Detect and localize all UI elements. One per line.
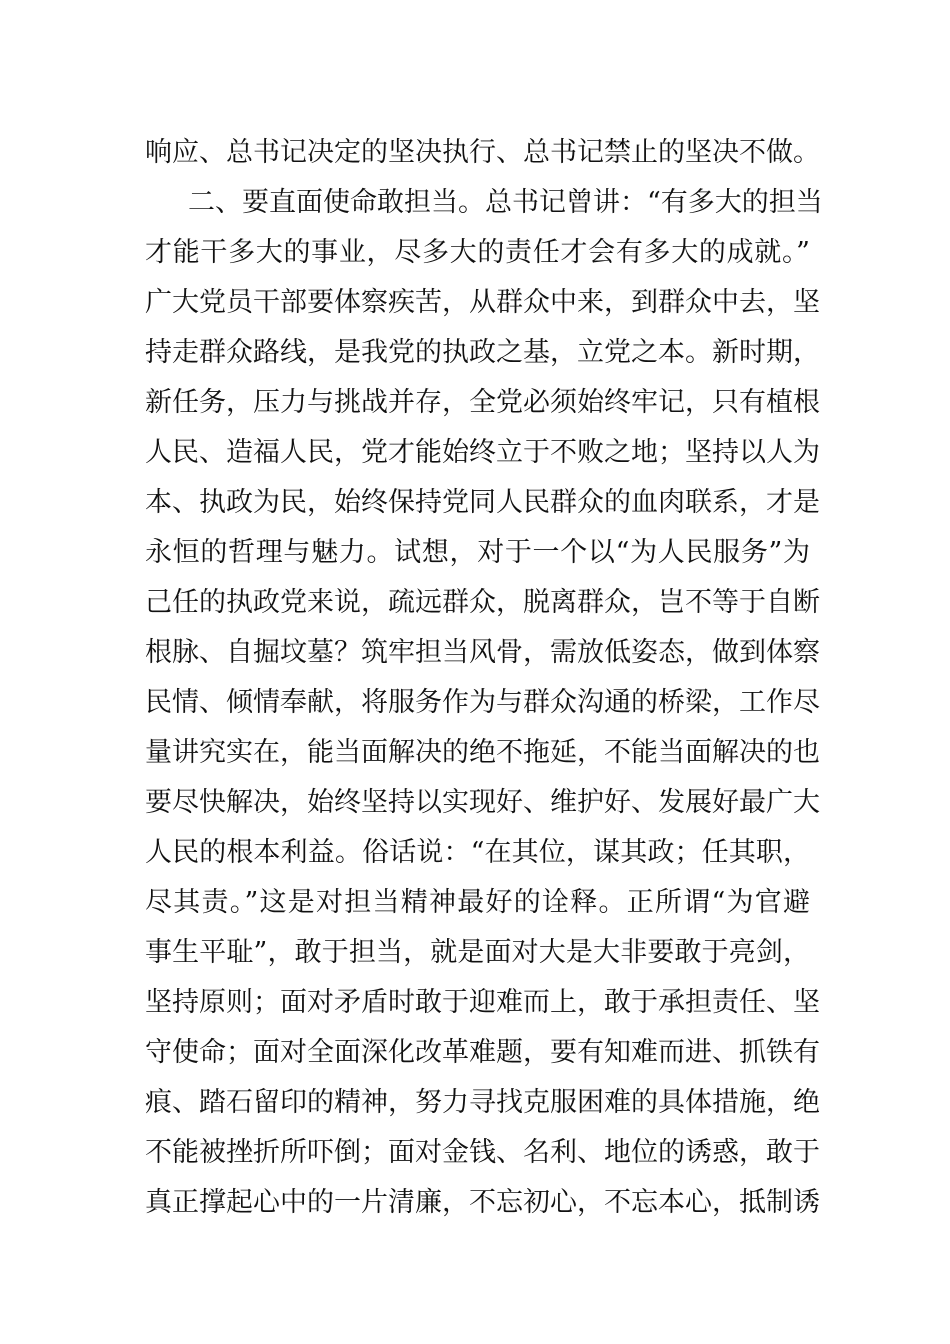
text-line: 新任务，压力与挑战并存，全党必须始终牢记，只有植根 xyxy=(145,387,820,418)
text-line: 守使命；面对全面深化改革难题，要有知难而进、抓铁有 xyxy=(145,1037,820,1068)
text-line: 坚持原则；面对矛盾时敢于迎难而上，敢于承担责任、坚 xyxy=(145,987,820,1018)
text-line: 痕、踏石留印的精神，努力寻找克服困难的具体措施，绝 xyxy=(145,1087,820,1118)
text-line: 要尽快解决，始终坚持以实现好、维护好、发展好最广大 xyxy=(145,787,820,818)
text-line: 人民的根本利益。俗话说：“在其位，谋其政；任其职， xyxy=(145,837,810,868)
text-line: 响应、总书记决定的坚决执行、总书记禁止的坚决不做。 xyxy=(145,137,820,168)
text-line: 人民、造福人民，党才能始终立于不败之地；坚持以人为 xyxy=(145,437,820,468)
text-line: 才能干多大的事业，尽多大的责任才会有多大的成就。” xyxy=(145,237,810,268)
text-line: 本、执政为民，始终保持党同人民群众的血肉联系，才是 xyxy=(145,487,820,518)
text-line: 尽其责。”这是对担当精神最好的诠释。正所谓“为官避 xyxy=(145,887,810,918)
text-line: 真正撑起心中的一片清廉，不忘初心，不忘本心，抵制诱 xyxy=(145,1187,820,1218)
text-line: 己任的执政党来说，疏远群众，脱离群众，岂不等于自断 xyxy=(145,587,820,618)
text-line: 事生平耻”，敢于担当，就是面对大是大非要敢于亮剑， xyxy=(145,937,810,968)
text-line: 永恒的哲理与魅力。试想，对于一个以“为人民服务”为 xyxy=(145,537,810,568)
text-line: 根脉、自掘坟墓？筑牢担当风骨，需放低姿态，做到体察 xyxy=(145,637,820,668)
paragraph-heading-line: 二、要直面使命敢担当。总书记曾讲：“有多大的担当 xyxy=(188,187,823,218)
body-text xyxy=(145,128,823,1228)
text-line: 广大党员干部要体察疾苦，从群众中来，到群众中去，坚 xyxy=(145,287,820,318)
text-line: 不能被挫折所吓倒；面对金钱、名利、地位的诱惑，敢于 xyxy=(145,1137,820,1168)
text-line: 民情、倾情奉献，将服务作为与群众沟通的桥梁，工作尽 xyxy=(145,687,820,718)
text-line: 持走群众路线，是我党的执政之基，立党之本。新时期， xyxy=(145,337,820,368)
text-line: 量讲究实在，能当面解决的绝不拖延，不能当面解决的也 xyxy=(145,737,820,768)
